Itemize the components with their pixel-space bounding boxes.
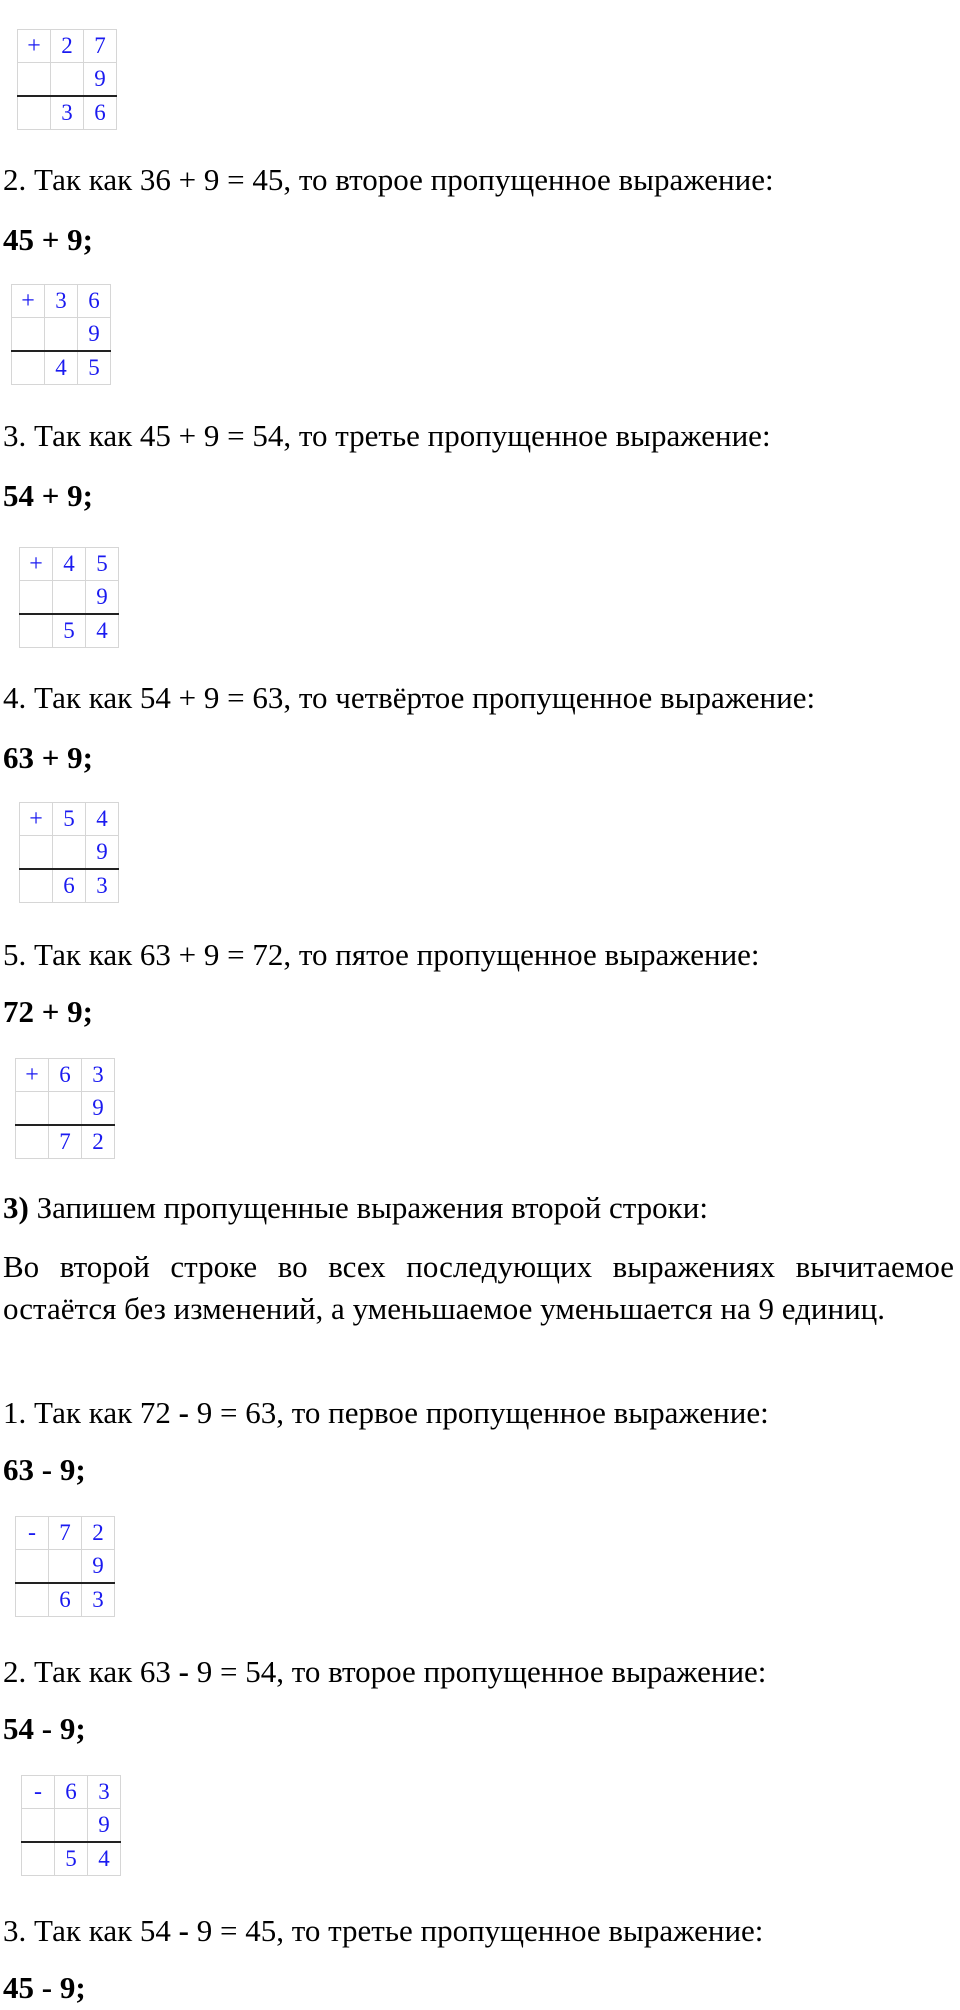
operator-cell: - (22, 1776, 55, 1809)
section-heading (3, 1190, 708, 1226)
section-title: Запишем пропущенные выражения второй строки: (28, 1190, 708, 1225)
empty-cell (12, 351, 45, 385)
operator-cell: + (20, 803, 53, 836)
digit-cell: 5 (78, 351, 111, 385)
digit-cell: 9 (82, 1092, 115, 1126)
operator-cell: + (18, 30, 51, 63)
empty-cell (49, 1550, 82, 1584)
digit-cell: 9 (88, 1809, 121, 1843)
digit-cell: 3 (86, 869, 119, 903)
step-text: 1. Так как 72 - 9 = 63, то первое пропущенное выражение: (3, 1395, 769, 1430)
column-calc-table (17, 29, 117, 130)
digit-cell: 4 (86, 803, 119, 836)
step-text: 4. Так как 54 + 9 = 63, то четвёртое пропущенное выражение: (3, 680, 816, 715)
digit-cell: 3 (82, 1059, 115, 1092)
step-text: 3. Так как 54 - 9 = 45, то третье пропущенное выражение: (3, 1913, 764, 1948)
column-calc-table (21, 1775, 121, 1876)
empty-cell (16, 1550, 49, 1584)
digit-cell: 9 (86, 581, 119, 615)
step-text: 2. Так как 36 + 9 = 45, то второе пропущенное выражение: (3, 162, 774, 197)
answer-expression: 63 + 9; (3, 740, 93, 775)
empty-cell (22, 1842, 55, 1876)
digit-cell: 6 (49, 1059, 82, 1092)
digit-cell: 9 (86, 836, 119, 870)
digit-cell: 7 (49, 1125, 82, 1159)
minus-sign: - (178, 1913, 189, 1948)
column-calc-table (15, 1058, 115, 1159)
empty-cell (18, 96, 51, 130)
empty-cell (16, 1092, 49, 1126)
empty-cell (53, 581, 86, 615)
empty-cell (51, 63, 84, 97)
digit-cell: 4 (53, 548, 86, 581)
answer-expression: 72 + 9; (3, 994, 93, 1029)
empty-cell (20, 836, 53, 870)
digit-cell: 4 (88, 1842, 121, 1876)
answer-expression: 63 - 9; (3, 1452, 86, 1487)
empty-cell (53, 836, 86, 870)
digit-cell: 9 (84, 63, 117, 97)
digit-cell: 2 (82, 1517, 115, 1550)
answer-expression: 54 - 9; (3, 1711, 86, 1746)
digit-cell: 3 (82, 1583, 115, 1617)
digit-cell: 4 (45, 351, 78, 385)
empty-cell (55, 1809, 88, 1843)
digit-cell: 6 (55, 1776, 88, 1809)
empty-cell (20, 614, 53, 648)
digit-cell: 2 (82, 1125, 115, 1159)
column-calc-table (15, 1516, 115, 1617)
minus-sign: - (178, 1654, 189, 1689)
section-number: 3) (3, 1190, 29, 1225)
digit-cell: 6 (78, 285, 111, 318)
digit-cell: 3 (45, 285, 78, 318)
column-calc-table (11, 284, 111, 385)
empty-cell (16, 1125, 49, 1159)
column-calc-table (19, 802, 119, 903)
empty-cell (49, 1092, 82, 1126)
digit-cell: 5 (53, 803, 86, 836)
operator-cell: + (12, 285, 45, 318)
column-calc-table (19, 547, 119, 648)
step-text: 2. Так как 63 - 9 = 54, то второе пропущенное выражение: (3, 1654, 767, 1689)
step-text: 3. Так как 45 + 9 = 54, то третье пропущенное выражение: (3, 418, 771, 453)
digit-cell: 6 (84, 96, 117, 130)
operator-cell: - (16, 1517, 49, 1550)
operator-cell: + (20, 548, 53, 581)
digit-cell: 3 (88, 1776, 121, 1809)
empty-cell (16, 1583, 49, 1617)
digit-cell: 5 (86, 548, 119, 581)
digit-cell: 6 (53, 869, 86, 903)
answer-expression: 54 + 9; (3, 478, 93, 513)
digit-cell: 3 (51, 96, 84, 130)
empty-cell (18, 63, 51, 97)
empty-cell (20, 869, 53, 903)
answer-expression: 45 - 9; (3, 1970, 86, 2005)
digit-cell: 9 (78, 318, 111, 352)
answer-expression: 45 + 9; (3, 222, 93, 257)
digit-cell: 7 (84, 30, 117, 63)
step-text: 5. Так как 63 + 9 = 72, то пятое пропущенное выражение: (3, 937, 760, 972)
digit-cell: 6 (49, 1583, 82, 1617)
empty-cell (45, 318, 78, 352)
empty-cell (12, 318, 45, 352)
digit-cell: 4 (86, 614, 119, 648)
operator-cell: + (16, 1059, 49, 1092)
empty-cell (22, 1809, 55, 1843)
minus-sign: - (178, 1395, 189, 1430)
explanation-paragraph: Во второй строке во всех последующих выражениях вычитаемое остаётся без изменений, а уменьшаемое уменьшается на 9 единиц. (3, 1249, 954, 1326)
digit-cell: 5 (55, 1842, 88, 1876)
digit-cell: 7 (49, 1517, 82, 1550)
empty-cell (20, 581, 53, 615)
digit-cell: 2 (51, 30, 84, 63)
digit-cell: 5 (53, 614, 86, 648)
digit-cell: 9 (82, 1550, 115, 1584)
